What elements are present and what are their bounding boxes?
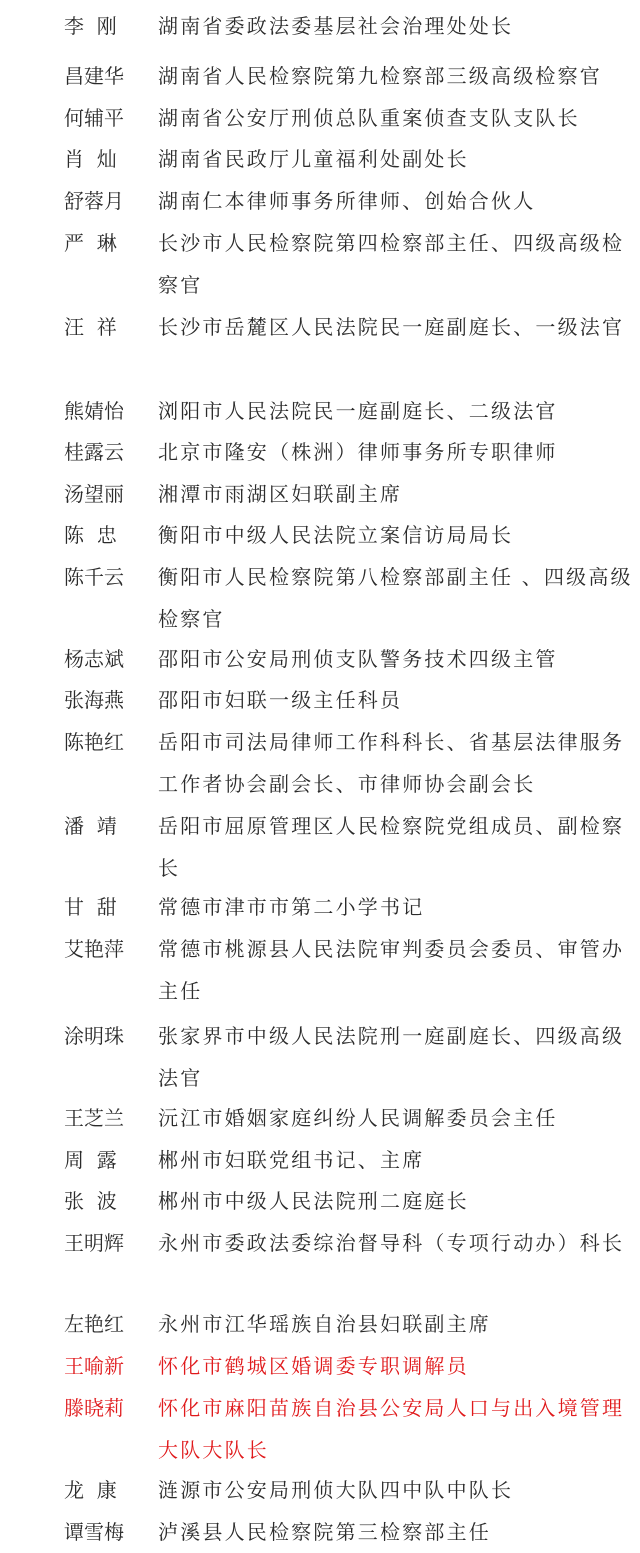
person-title: 怀化市麻阳苗族自治县公安局人口与出入境管理大队大队长 bbox=[158, 1396, 625, 1462]
person-title: 常德市桃源县人民法院审判委员会委员、审管办主任 bbox=[158, 937, 625, 1003]
person-title: 长沙市岳麓区人民法院民一庭副庭长、一级法官 bbox=[158, 315, 625, 339]
person-title: 湖南省人民检察院第九检察部三级高级检察官 bbox=[158, 64, 602, 88]
person-title: 衡阳市中级人民法院立案信访局局长 bbox=[158, 523, 514, 547]
person-title: 湖南省公安厅刑侦总队重案侦查支队支队长 bbox=[158, 106, 580, 130]
person-title: 常德市津市市第二小学书记 bbox=[158, 895, 425, 919]
person-name: 甘 甜 bbox=[64, 895, 117, 919]
person-name: 王喻新 bbox=[64, 1354, 124, 1378]
person-name: 谭雪梅 bbox=[64, 1520, 124, 1544]
person-name: 李 刚 bbox=[64, 14, 117, 38]
person-name: 周 露 bbox=[64, 1148, 117, 1172]
person-title: 泸溪县人民检察院第三检察部主任 bbox=[158, 1520, 491, 1544]
person-name: 肖 灿 bbox=[64, 147, 117, 171]
person-name: 滕晓莉 bbox=[64, 1396, 124, 1420]
person-name: 潘 靖 bbox=[64, 814, 117, 838]
person-name: 严 琳 bbox=[64, 231, 117, 255]
person-name: 桂露云 bbox=[64, 440, 124, 464]
person-name: 杨志斌 bbox=[64, 647, 124, 671]
person-title: 永州市江华瑶族自治县妇联副主席 bbox=[158, 1312, 491, 1336]
person-title: 岳阳市屈原管理区人民检察院党组成员、副检察长 bbox=[158, 814, 625, 880]
person-title: 张家界市中级人民法院刑一庭副庭长、四级高级法官 bbox=[158, 1024, 625, 1090]
person-title: 郴州市中级人民法院刑二庭庭长 bbox=[158, 1189, 469, 1213]
person-title: 岳阳市司法局律师工作科科长、省基层法律服务工作者协会副会长、市律师协会副会长 bbox=[158, 730, 625, 796]
person-name: 左艳红 bbox=[64, 1312, 124, 1336]
person-title: 邵阳市公安局刑侦支队警务技术四级主管 bbox=[158, 647, 558, 671]
person-name: 舒蓉月 bbox=[64, 189, 124, 213]
person-title: 浏阳市人民法院民一庭副庭长、二级法官 bbox=[158, 399, 558, 423]
person-title: 湘潭市雨湖区妇联副主席 bbox=[158, 482, 403, 506]
person-title: 长沙市人民检察院第四检察部主任、四级高级检察官 bbox=[158, 231, 625, 297]
person-name: 龙 康 bbox=[64, 1478, 117, 1502]
person-name: 昌建华 bbox=[64, 64, 124, 88]
person-title: 永州市委政法委综治督导科（专项行动办）科长 bbox=[158, 1231, 625, 1255]
person-name: 汪 祥 bbox=[64, 315, 117, 339]
person-name: 王芝兰 bbox=[64, 1106, 124, 1130]
person-name: 陈 忠 bbox=[64, 523, 117, 547]
person-name: 王明辉 bbox=[64, 1231, 124, 1255]
person-title: 郴州市妇联党组书记、主席 bbox=[158, 1148, 425, 1172]
person-title: 衡阳市人民检察院第八检察部副主任 、四级高级检察官 bbox=[158, 565, 633, 631]
person-name: 陈艳红 bbox=[64, 730, 124, 754]
person-name: 艾艳萍 bbox=[64, 937, 124, 961]
person-title: 湖南省委政法委基层社会治理处处长 bbox=[158, 14, 514, 38]
person-name: 熊婧怡 bbox=[64, 399, 124, 423]
person-name: 汤望丽 bbox=[64, 482, 124, 506]
person-name: 张 波 bbox=[64, 1189, 117, 1213]
person-name: 张海燕 bbox=[64, 688, 124, 712]
person-title: 邵阳市妇联一级主任科员 bbox=[158, 688, 403, 712]
person-name: 何辅平 bbox=[64, 106, 124, 130]
person-title: 北京市隆安（株洲）律师事务所专职律师 bbox=[158, 440, 558, 464]
person-title: 怀化市鹤城区婚调委专职调解员 bbox=[158, 1354, 469, 1378]
person-title: 湖南仁本律师事务所律师、创始合伙人 bbox=[158, 189, 536, 213]
person-title: 湖南省民政厅儿童福利处副处长 bbox=[158, 147, 469, 171]
person-title: 沅江市婚姻家庭纠纷人民调解委员会主任 bbox=[158, 1106, 558, 1130]
person-name: 涂明珠 bbox=[64, 1024, 124, 1048]
person-title: 涟源市公安局刑侦大队四中队中队长 bbox=[158, 1478, 514, 1502]
person-name: 陈千云 bbox=[64, 565, 124, 589]
